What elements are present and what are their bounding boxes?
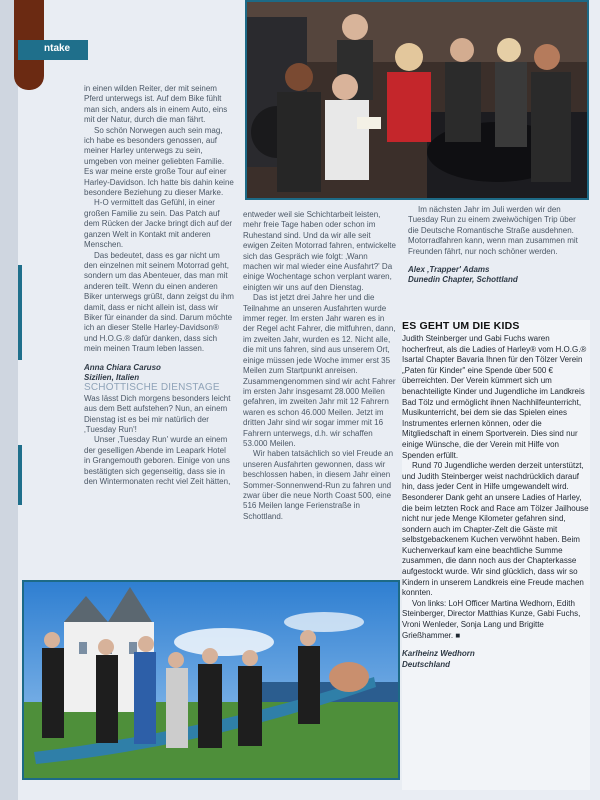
body-paragraph: Rund 70 Jugendliche werden derzeit unterstützt, und Judith Steinberger weist nachdrücklich darauf hin, dass jeder Cent in Hilfe umgewandelt wird. Besonderer Dank geht an unsere Ladies of Harley, die beim letzten Rock and Race am Tölzer Jailhouse nicht nur jede Menge Kilometer gefahren sind, sondern auch im Chapter-Zelt die Gäste mit selbstgebackenem Kuchen verwöhnt haben. Beim Kuchenverkauf kam eine beachtliche Summe zusammen, die dann noch aus der Chapterkasse aufgestockt wurde. Wir sind glücklich, dass wir so Kindern in unserem Landkreis eine Freude machen konnten. xyxy=(402,461,589,598)
photo-ladies-donation xyxy=(245,0,589,200)
body-paragraph: entweder weil sie Schichtarbeit leisten, mehr freie Tage haben oder schon im Ruhestand sind. Und da wir alle seit ewigen Zeiten Motorrad fahren, entwickelte sich das Gespräch wie folgt: ‚Wann machen wir mal wieder eine Ausfahrt?' Da einige Wochentage schon verplant waren, einigten wir uns auf den Dienstag. xyxy=(243,210,396,292)
article-column-3 xyxy=(408,205,584,286)
sidebar-title: ES GEHT UM DIE KIDS xyxy=(402,320,520,332)
body-paragraph: H-O vermittelt das Gefühl, in einer großen Familie zu sein. Das Patch auf dem Rücken der Jacke bringt dich auf der ganzen Welt in Kontakt mit anderen Menschen. xyxy=(84,198,233,250)
photo-tuesday-run-group xyxy=(22,580,400,780)
author-region: Deutschland xyxy=(402,659,451,669)
kids-sidebar xyxy=(402,320,590,790)
section-subhead: SCHOTTISCHE DIENSTAGE xyxy=(84,382,220,394)
accent-bar xyxy=(18,445,22,505)
body-paragraph: Unser ‚Tuesday Run' wurde an einem der geselligen Abende im Leapark Hotel in Grangemouth geboren. Einige von uns bestätigten sich gegenseitig, dass sie in den Wintermonaten recht viel Zeit hätten, xyxy=(84,435,231,487)
article-column-2 xyxy=(243,210,397,522)
body-paragraph: Judith Steinberger und Gabi Fuchs waren hocherfreut, als die Ladies of Harley® vom H.O.G.® Isartal Chapter Bavaria Ihnen für den Tölzer Verein „Paten für Kinder" eine Spende über 500 € überreichten. Der Verein kümmert sich um benachteiligte Kinder und Jugendliche im Landkreis Bad Tölz und ermöglicht ihnen Nachhilfeunterricht, Musikunterricht, bei dem sie das Spielen eines Instrumentes erlernen können, oder die Mitgliedschaft in einem Sportverein. Dies sind nur einige Wünsche, die der Verein mit Hilfe von Spenden erfüllt. xyxy=(402,334,587,460)
section-ribbon-label: ntake xyxy=(44,43,71,54)
article-column-1 xyxy=(84,84,234,487)
section-ribbon xyxy=(18,40,88,60)
photo-caption: Von links: LoH Officer Martina Wedhorn, Edith Steinberger, Director Matthias Kunze, Gabi Fuchs, Vroni Wenleder, Sonja Lang und Brigitte Grießhammer. ■ xyxy=(402,598,581,640)
author-name: Anna Chiara Caruso xyxy=(84,362,161,372)
body-paragraph: Wir haben tatsächlich so viel Freude an unseren Ausfahrten gewonnen, dass wir beschlossen haben, in diesem Jahr einen Sommer-Sonnenwend-Run zu fahren und zwar über die neue North Coast 500, eine 516 Meilen lange Ferienstraße in Schottland. xyxy=(243,449,394,521)
body-paragraph: Das bedeutet, dass es gar nicht um den einzelnen mit seinem Motorrad geht, sondern um das Abenteuer, das man mit anderen teilt. Wenn du einen anderen Biker unterwegs grüßt, dann zeigst du ihm damit, dass er nicht allein ist, dass wir Biker für einander da sind. Darum möchte ich an dieser Stelle Harley-Davidson® und H.O.G.® dafür danken, dass sich mein meinen Traum leben lassen. xyxy=(84,250,234,354)
author-name: Karlheinz Wedhorn xyxy=(402,649,475,659)
photo-ladies-donation-image xyxy=(247,2,587,198)
photo-tuesday-run-group-image xyxy=(24,582,398,778)
body-paragraph: in einen wilden Reiter, der mit seinem Pferd unterwegs ist. Auf dem Bike fühlt man sich, anders als in einem Auto, eins mit der Natur, durch die man fährt. xyxy=(84,84,228,125)
author-name: Alex ‚Trapper' Adams xyxy=(408,265,490,275)
body-paragraph: So schön Norwegen auch sein mag, ich habe es besonders genossen, auf meiner Harley unterwegs zu sein, umgeben von meiner geliebten Familie. Es war meine erste große Tour auf einer Harley-Davidson. Ich hatte bis dahin keine besondere Beziehung zu dieser Marke. xyxy=(84,125,234,198)
author-region: Dunedin Chapter, Schottland xyxy=(408,275,518,285)
body-paragraph: Das ist jetzt drei Jahre her und die Teilnahme an unseren Ausfahrten wurde immer reger. Im ersten Jahr waren es in der Regel acht Fahrer, die mitfuhren, dann, im zweiten Jahr, wurden es 12. Nicht alle, die mit uns fahren, sind aus unserem Ort, einige müssen jede Woche immer erst 35 Meilen zum Startpunkt anreisen. Zusammengenommen sind wir acht Fahrer im ersten Jahr insgesamt 28.000 Meilen gefahren, im zweiten Jahr mit 12 Fahrern waren es schon 46.000 Meilen. Jetzt im dritten Jahr sind wir sogar immer mit 16 Fahrern unterwegs, d.h. wir schaffen 53.000 Meilen. xyxy=(243,293,396,448)
body-paragraph: Was lässt Dich morgens besonders leicht aus dem Bett aufstehen? Nun, an einem Dienstag ist es bei mir natürlich der ‚Tuesday Run'! xyxy=(84,393,231,434)
author-region: Sizilien, Italien xyxy=(84,372,140,382)
accent-bar xyxy=(18,265,22,360)
body-paragraph: Im nächsten Jahr im Juli werden wir den Tuesday Run zu einem zweiwöchigen Trip über die Deutsche Romantische Straße ausdehnen. Motorradfahren kann, wenn man zusammen mit Freunden fährt, nur noch schöner werden. xyxy=(408,205,578,256)
sidebar-body xyxy=(402,334,590,670)
